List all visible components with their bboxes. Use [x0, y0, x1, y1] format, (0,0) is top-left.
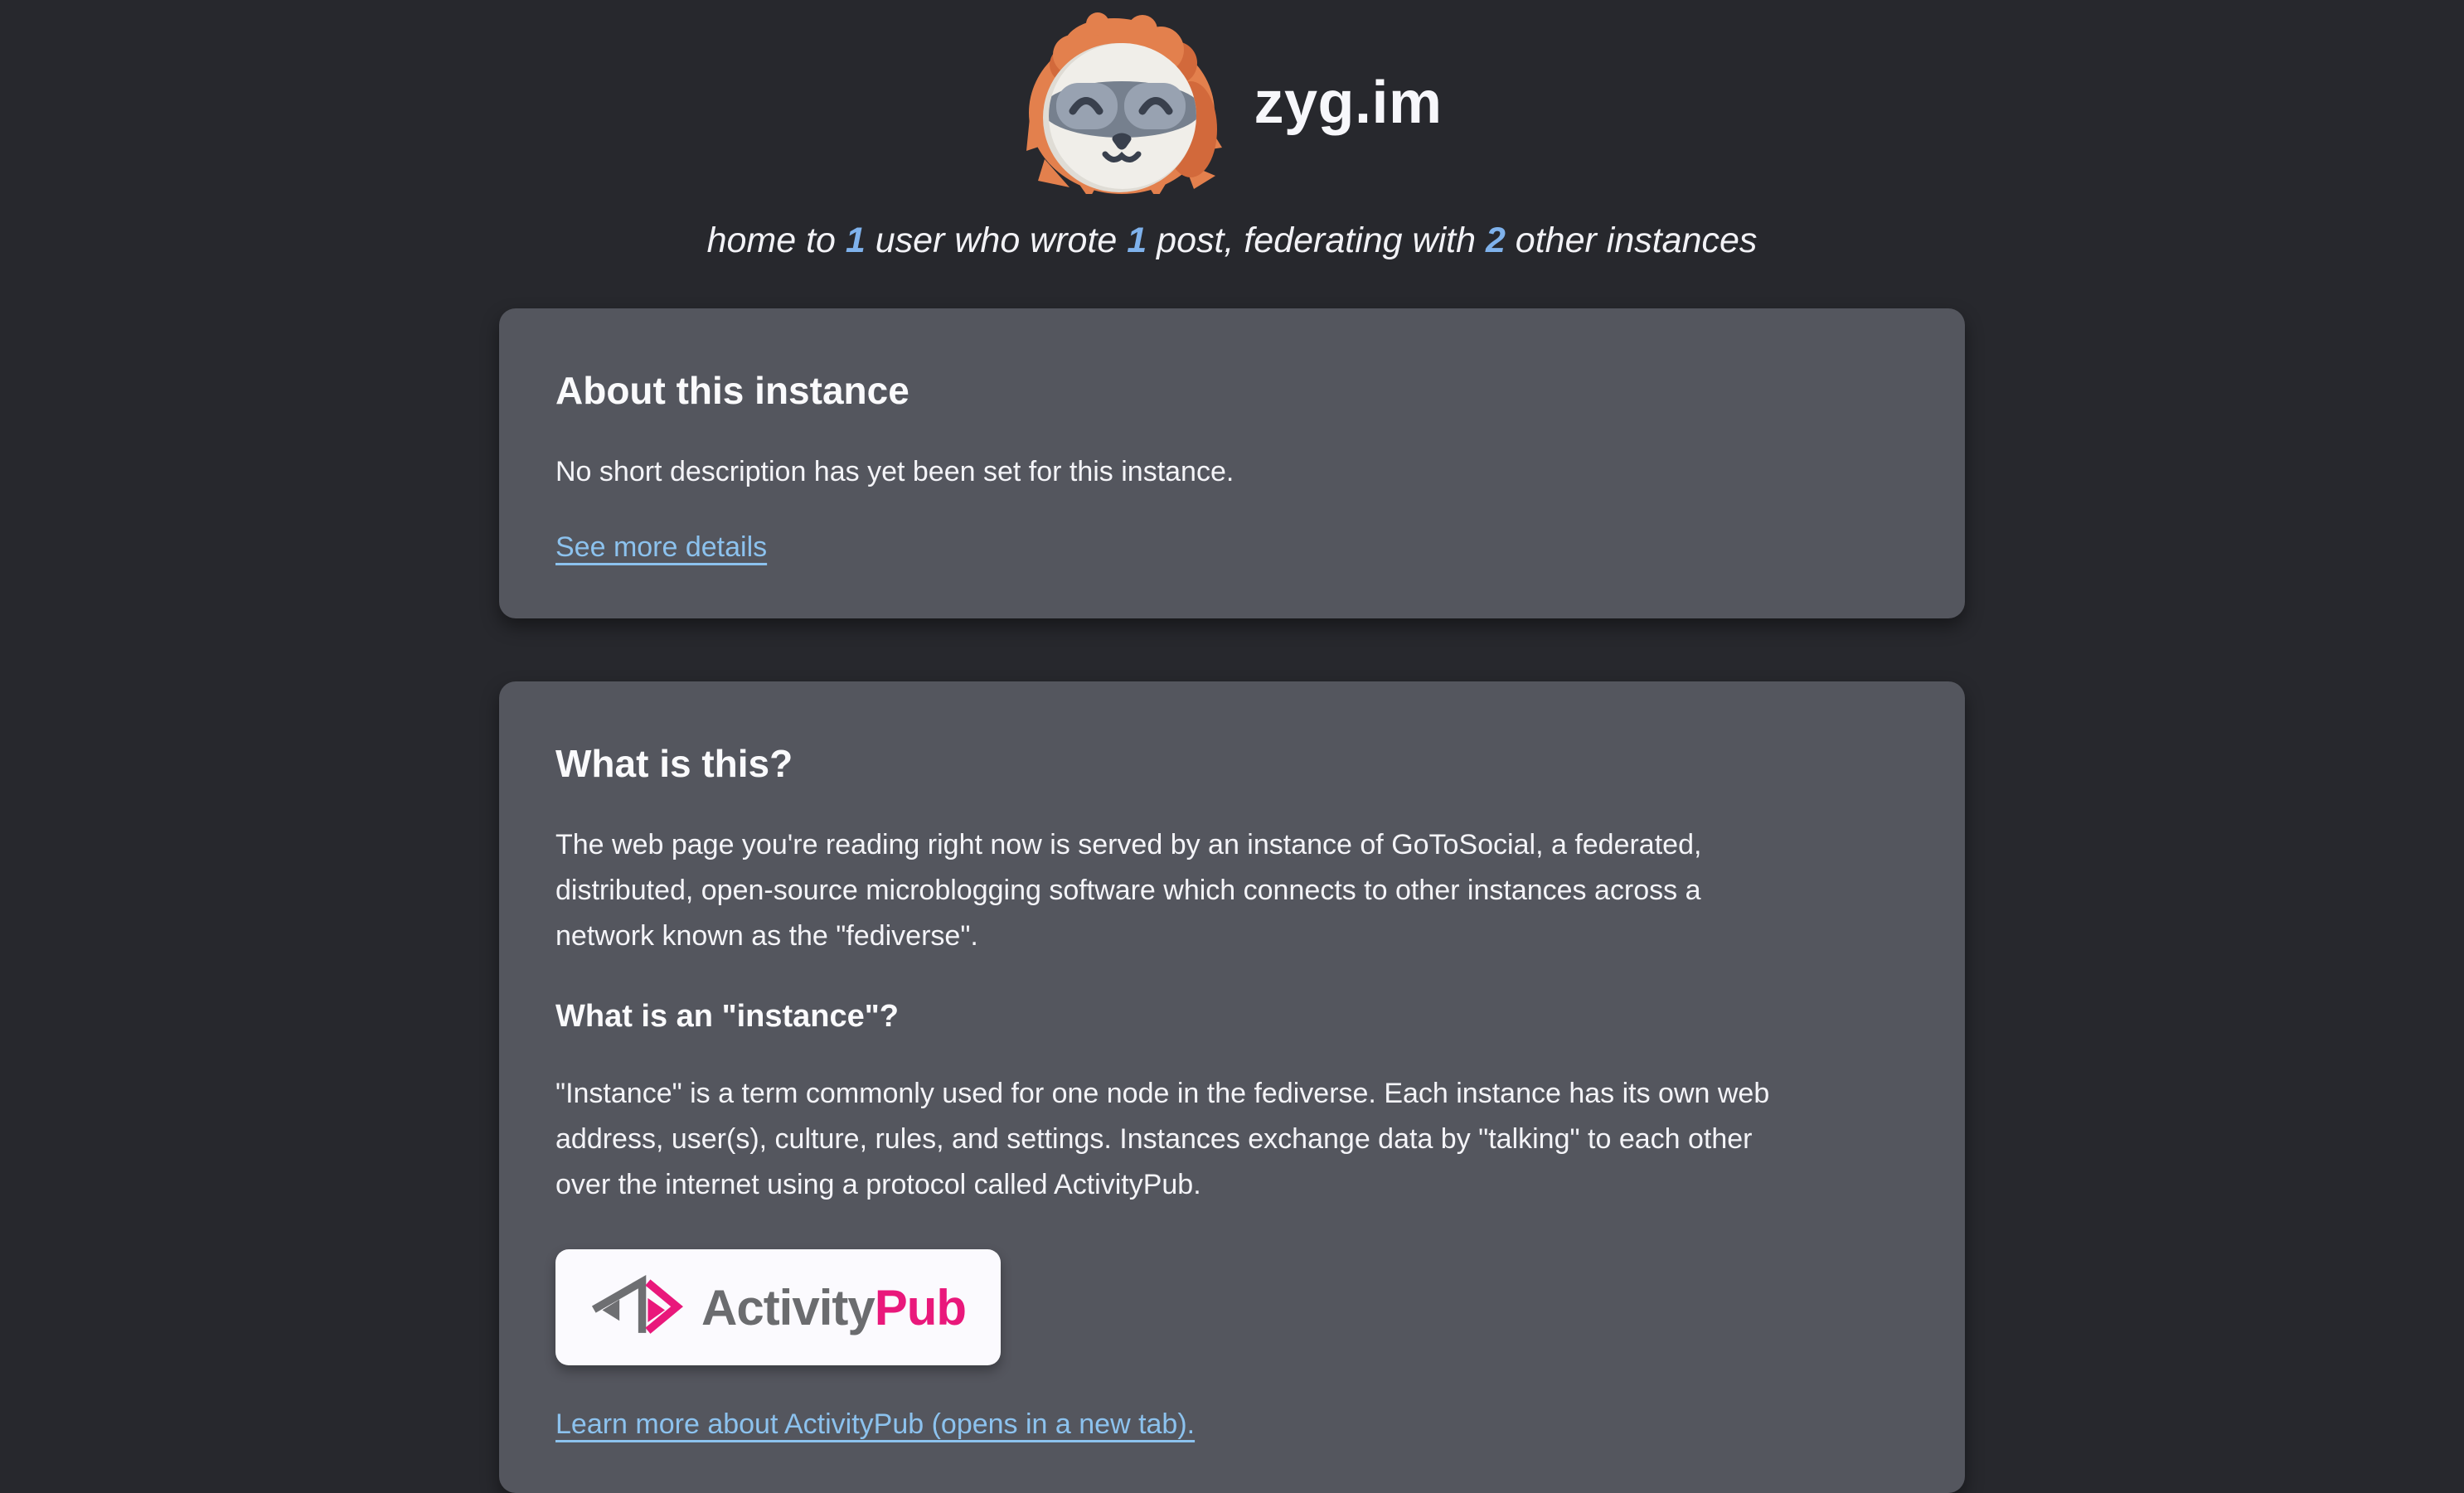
see-more-details-link[interactable]: See more details	[555, 531, 768, 563]
activitypub-logo-badge	[555, 1249, 1001, 1365]
paragraph-line: over the internet using a protocol called ActivityPub.	[555, 1169, 1201, 1200]
paragraph-line: "Instance" is a term commonly used for one node in the fediverse. Each instance has its own web	[555, 1078, 1770, 1109]
stat-user-count: 1	[845, 221, 866, 260]
what-is-this-card	[499, 681, 1965, 1493]
what-is-this-heading: What is this?	[555, 742, 793, 785]
activitypub-icon	[590, 1277, 680, 1337]
page-title: zyg.im	[1254, 70, 1443, 136]
stat-instance-count: 2	[1485, 221, 1506, 260]
activitypub-wordmark	[701, 1279, 966, 1336]
gotosocial-intro-paragraph	[555, 822, 1909, 959]
stat-post-count: 1	[1127, 221, 1147, 260]
activitypub-word-activity: Activity	[701, 1279, 875, 1335]
paragraph-line: address, user(s), culture, rules, and settings. Instances exchange data by "talking" to each other	[555, 1123, 1753, 1155]
sloth-mascot-icon	[1021, 12, 1222, 194]
tagline-text: other instances	[1505, 221, 1758, 260]
paragraph-line: The web page you're reading right now is served by an instance of GoToSocial, a federated,	[555, 829, 1702, 860]
about-instance-card	[499, 308, 1965, 618]
page-header	[0, 0, 2464, 264]
logo-row	[1021, 12, 1442, 194]
instance-stats-tagline	[707, 217, 1758, 264]
paragraph-line: network known as the "fediverse".	[555, 920, 978, 952]
instance-definition-paragraph	[555, 1071, 1909, 1208]
tagline-text: post, federating with	[1147, 221, 1486, 260]
tagline-text: home to	[706, 221, 846, 260]
paragraph-line: distributed, open-source microblogging software which connects to other instances across a	[555, 875, 1701, 906]
activitypub-word-pub: Pub	[874, 1279, 967, 1335]
about-heading: About this instance	[555, 369, 909, 412]
tagline-text: user who wrote	[865, 221, 1128, 260]
about-description: No short description has yet been set for this instance.	[555, 456, 1234, 487]
main-content	[499, 308, 1965, 1493]
what-is-instance-subheading: What is an "instance"?	[555, 999, 899, 1034]
learn-more-activitypub-link[interactable]: Learn more about ActivityPub (opens in a new tab).	[555, 1408, 1196, 1440]
